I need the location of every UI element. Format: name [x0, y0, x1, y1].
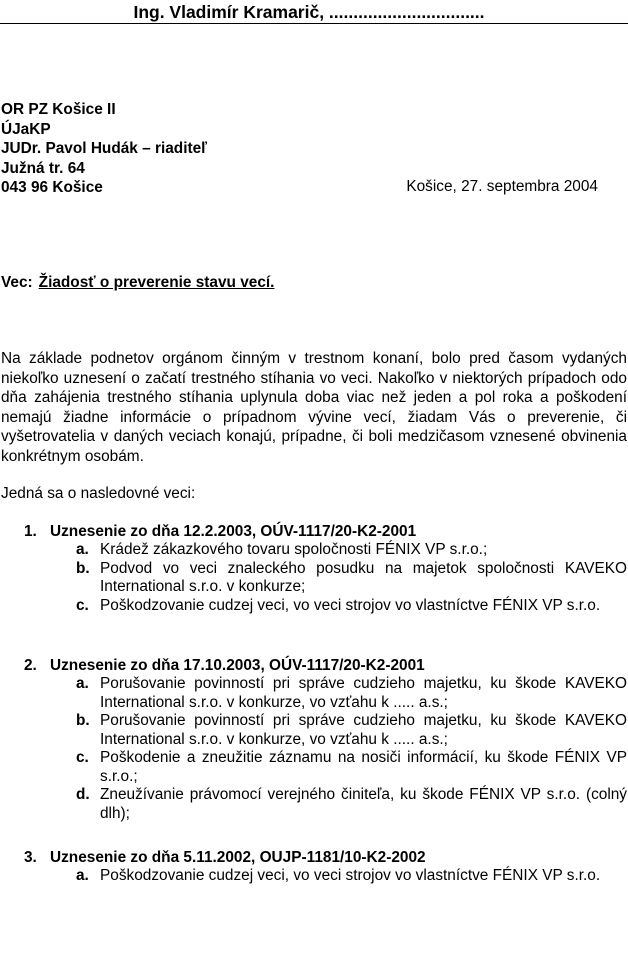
- item-text: Krádež zákazkového tovaru spoločnosti FÉNIX VP s.r.o.;: [100, 541, 488, 558]
- resolution-number: 2.: [24, 657, 37, 674]
- resolution-item: [0, 597, 628, 616]
- item-letter: d.: [76, 786, 90, 803]
- resolution-item: [0, 541, 628, 560]
- item-letter: c.: [76, 596, 89, 614]
- resolution-1: [0, 522, 628, 615]
- subject-label: Vec:: [1, 274, 33, 291]
- item-text: Porušovanie povinností pri správe cudzieho majetku, ku škode KAVEKO International s.r.o. v konkurze, vo vzťahu k ..... a.s.;: [100, 712, 627, 748]
- letterhead-sender: Ing. Vladimír Kramarič, ................................: [0, 0, 628, 24]
- item-letter: a.: [76, 867, 89, 884]
- resolution-item: [0, 786, 628, 823]
- resolution-title: Uznesenie zo dňa 12.2.2003, OÚV-1117/20-K2-2001: [50, 523, 417, 540]
- resolution-title: Uznesenie zo dňa 17.10.2003, OÚV-1117/20-K2-2001: [50, 657, 425, 674]
- resolution-heading: [0, 656, 628, 675]
- address-line: 043 96 Košice: [1, 179, 103, 196]
- resolution-number: 3.: [24, 849, 37, 866]
- item-letter: b.: [76, 712, 90, 729]
- resolution-item: [0, 749, 628, 786]
- address-line: JUDr. Pavol Hudák – riaditeľ: [1, 140, 208, 157]
- resolution-item: [0, 675, 628, 712]
- item-text: Podvod vo veci znaleckého posudku na majetok spoločnosti KAVEKO International s.r.o. v konkurze;: [100, 559, 627, 595]
- resolution-2: [0, 656, 628, 823]
- resolution-item: [0, 867, 628, 886]
- subject-text: Žiadosť o preverenie stavu vecí.: [38, 274, 275, 291]
- item-letter: c.: [76, 749, 89, 766]
- item-text: Poškodzovanie cudzej veci, vo veci strojov vo vlastníctve FÉNIX VP s.r.o.: [100, 867, 601, 884]
- resolution-item: [0, 560, 628, 597]
- address-line: ÚJaKP: [1, 120, 51, 138]
- subject-line: [1, 273, 274, 293]
- resolution-heading: [0, 522, 628, 541]
- address-line: Južná tr. 64: [1, 159, 85, 177]
- letter-date: Košice, 27. septembra 2004: [406, 178, 598, 195]
- item-text: Zneužívanie právomocí verejného činiteľa, ku škode FÉNIX VP s.r.o. (colný dlh);: [100, 786, 627, 822]
- item-text: Poškodenie a zneužitie záznamu na nosiči informácií, ku škode FÉNIX VP s.r.o.;: [100, 749, 627, 785]
- item-text: Poškodzovanie cudzej veci, vo veci strojov vo vlastníctve FÉNIX VP s.r.o.: [100, 596, 601, 614]
- resolution-title: Uznesenie zo dňa 5.11.2002, OUJP-1181/10-K2-2002: [50, 849, 426, 866]
- resolution-item: [0, 712, 628, 749]
- address-line: OR PZ Košice II: [1, 101, 116, 118]
- body-paragraph: Na základe podnetov orgánom činným v trestnom konaní, bolo pred časom vydaných niekoľko uznesení o začatí trestného stíhania vo veci. Nakoľko v niektorých prípadoch odo dňa zahájenia trestného stíhania uplynula doba viac než jeden a pol roka a poškodení nemajú žiadne informácie o prípadnom vývine vecí, žiadam Vás o preverenie, či vyšetrovatelia v daných veciach konajú, prípadne, či boli medzičasom vznesené obvinenia konkrétnym osobám.: [1, 350, 627, 465]
- item-letter: b.: [76, 559, 90, 577]
- item-letter: a.: [76, 541, 89, 558]
- resolution-heading: [0, 848, 628, 867]
- recipient-address: [1, 100, 207, 198]
- item-text: Porušovanie povinností pri správe cudzieho majetku, ku škode KAVEKO International s.r.o. v konkurze, vo vzťahu k ..... a.s.;: [100, 675, 627, 711]
- list-intro: Jedná sa o nasledovné veci:: [1, 485, 196, 502]
- item-letter: a.: [76, 675, 89, 692]
- resolution-number: 1.: [24, 523, 37, 540]
- resolution-3: [0, 848, 628, 886]
